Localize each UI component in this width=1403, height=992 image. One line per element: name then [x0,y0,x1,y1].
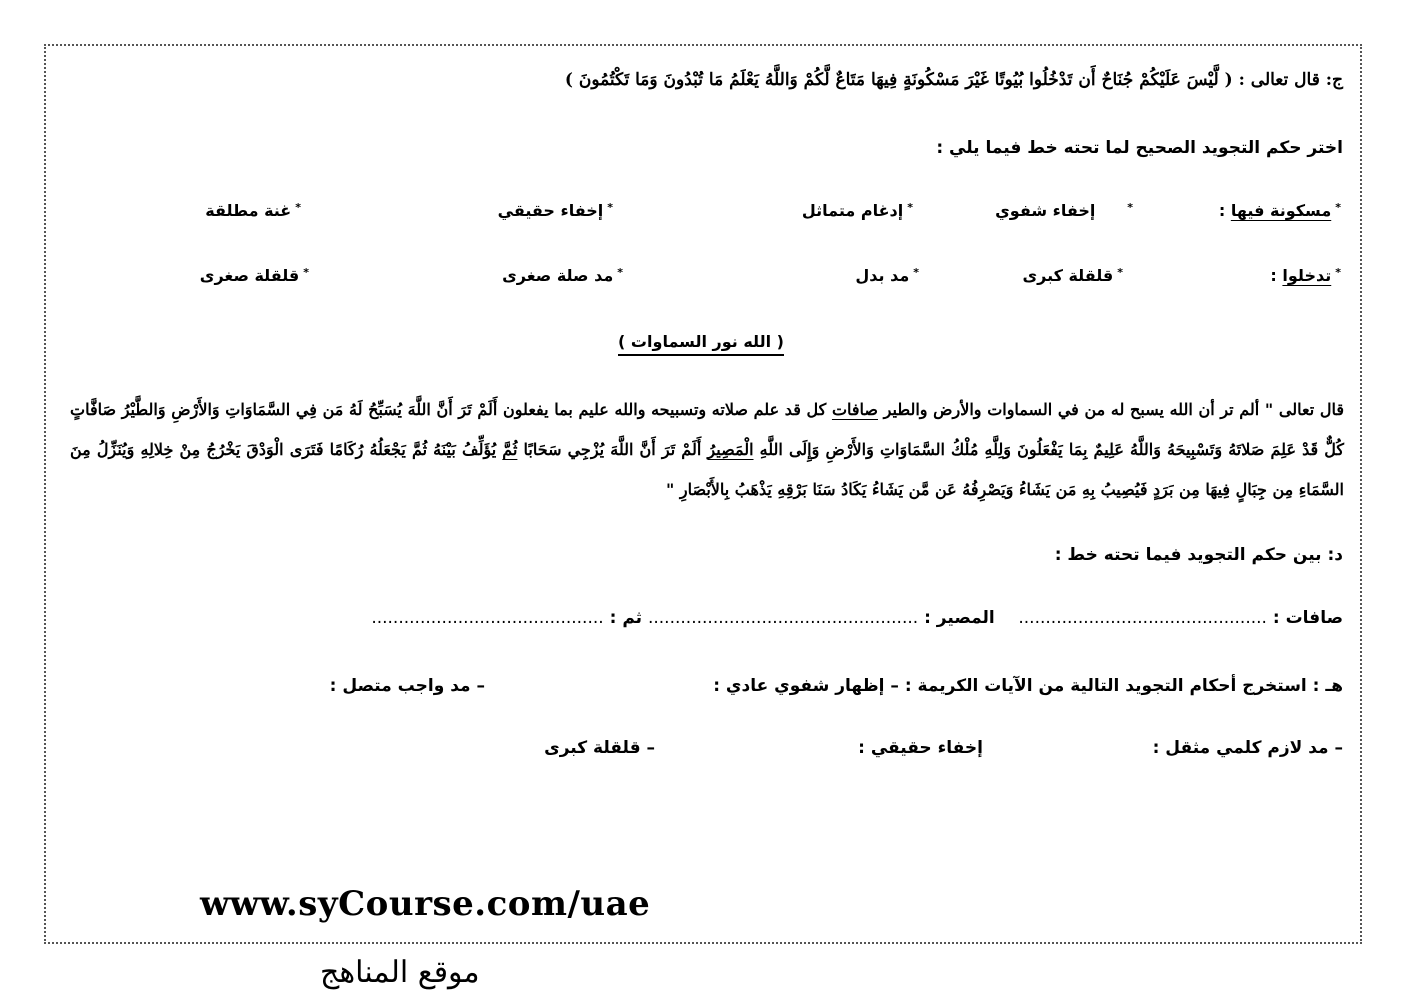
row1-underlined-word: مسكونة فيها [1230,201,1332,220]
section-h-line1 [713,676,1343,696]
row2-option-1[interactable]: *قلقلة كبرى [1022,266,1123,285]
row1-option-1[interactable]: * إخفاء شفوي [995,201,1133,220]
section-j-suffix: ) [564,70,573,90]
passage-title: ( الله نور السماوات ) [618,332,784,351]
passage: قال تعالى " ألم تر أن الله يسبح له من في السماوات والأرض والطير صافات كل قد علم صلاته وتسبيحه والله عليم بما يفعلون أَلَمْ تَرَ أَنَّ اللَّهَ يُسَبِّحُ لَهُ مَن فِي السَّمَاوَاتِ وَالأَرْضِ وَالطَّيْرُ صَافَّاتٍ كُلٌّ قَدْ عَلِمَ صَلاتَهُ وَتَسْبِيحَهُ وَاللَّهُ عَلِيمٌ بِمَا يَفْعَلُونَ وَلِلَّهِ مُلْكُ السَّمَاوَاتِ وَالأَرْضِ وَإِلَى اللَّهِ الْمَصِيرُ أَلَمْ تَرَ أَنَّ اللَّهَ يُزْجِي سَحَابًا ثُمَّ يُؤَلِّفُ بَيْنَهُ ثُمَّ يَجْعَلُهُ رُكَامًا فَتَرَى الْوَدْقَ يَخْرُجُ مِنْ خِلالِهِ وَيُنَزِّلُ مِنَ السَّمَاءِ مِن جِبَالٍ فِيهَا مِن بَرَدٍ فَيُصِيبُ بِهِ مَن يَشَاءُ وَيَصْرِفُهُ عَن مَّن يَشَاءُ يَكَادُ سَنَا بَرْقِهِ يَذْهَبُ بِالأَبْصَارِ " [70,400,1345,499]
underlined-saffat: صافات [831,400,878,419]
underlined-thumma: ثُمَّ [502,440,518,459]
item-madd-wajib: – مد واجب متصل : [329,676,485,696]
label-saffat: صافات : [1272,608,1343,628]
row2-colon: : [1270,266,1277,285]
section-d-answers [371,608,1343,628]
row1-option-3[interactable]: *إخفاء حقيقي [497,201,613,220]
row2-option-2[interactable]: *مد بدل [855,266,919,285]
label-almaseer: المصير : [924,608,995,628]
label-thumma: ثم : [609,608,643,628]
row2-question: *تدخلوا : [1270,266,1341,285]
verse-text: لَّيْسَ عَلَيْكُمْ جُنَاحٌ أَن تَدْخُلُوا بُيُوتًا غَيْرَ مَسْكُونَةٍ فِيهَا مَتَاعٌ لَّكُمْ وَاللَّهُ يَعْلَمُ مَا تُبْدُونَ وَمَا تَكْتُمُونَ [578,70,1219,90]
underlined-almaseer: الْمَصِيرُ [707,440,754,459]
section-j-verse [565,70,1343,90]
row1-question: *مسكونة فيها : [1218,201,1341,220]
site-logo-text: موقع المناهج [320,955,480,990]
item-ikhfaa: إخفاء حقيقي : [858,738,983,758]
item-madd-lazim: – مد لازم كلمي مثقل : [1152,738,1343,758]
row1-option-4[interactable]: *غنة مطلقة [205,201,301,220]
item-izhar: – إظهار شفوي عادي : [713,676,899,696]
instruction-text: اختر حكم التجويد الصحيح لما تحته خط فيما يلي : [936,138,1343,158]
row1-option-2[interactable]: *إدغام متماثل [801,201,913,220]
row2-option-4[interactable]: *قلقلة صغرى [199,266,309,285]
answer-thumma-blank[interactable]: ........................................... [371,608,604,628]
section-h-heading: هـ : استخرج أحكام التجويد التالية من الآيات الكريمة : [904,676,1343,696]
answer-almaseer-blank[interactable]: .................................................. [647,608,919,628]
answer-saffat-blank[interactable]: .............................................. [1018,608,1267,628]
site-url[interactable]: www.syCourse.com/uae [200,884,651,924]
section-j-prefix: ج: قال تعالى : ( [1224,70,1343,90]
section-d-heading: د: بين حكم التجويد فيما تحته خط : [1054,545,1343,565]
row2-option-3[interactable]: *مد صلة صغرى [502,266,623,285]
item-qalqala: – قلقلة كبرى [544,738,655,758]
row1-colon: : [1218,201,1226,220]
row2-underlined-word: تدخلوا [1282,266,1332,285]
